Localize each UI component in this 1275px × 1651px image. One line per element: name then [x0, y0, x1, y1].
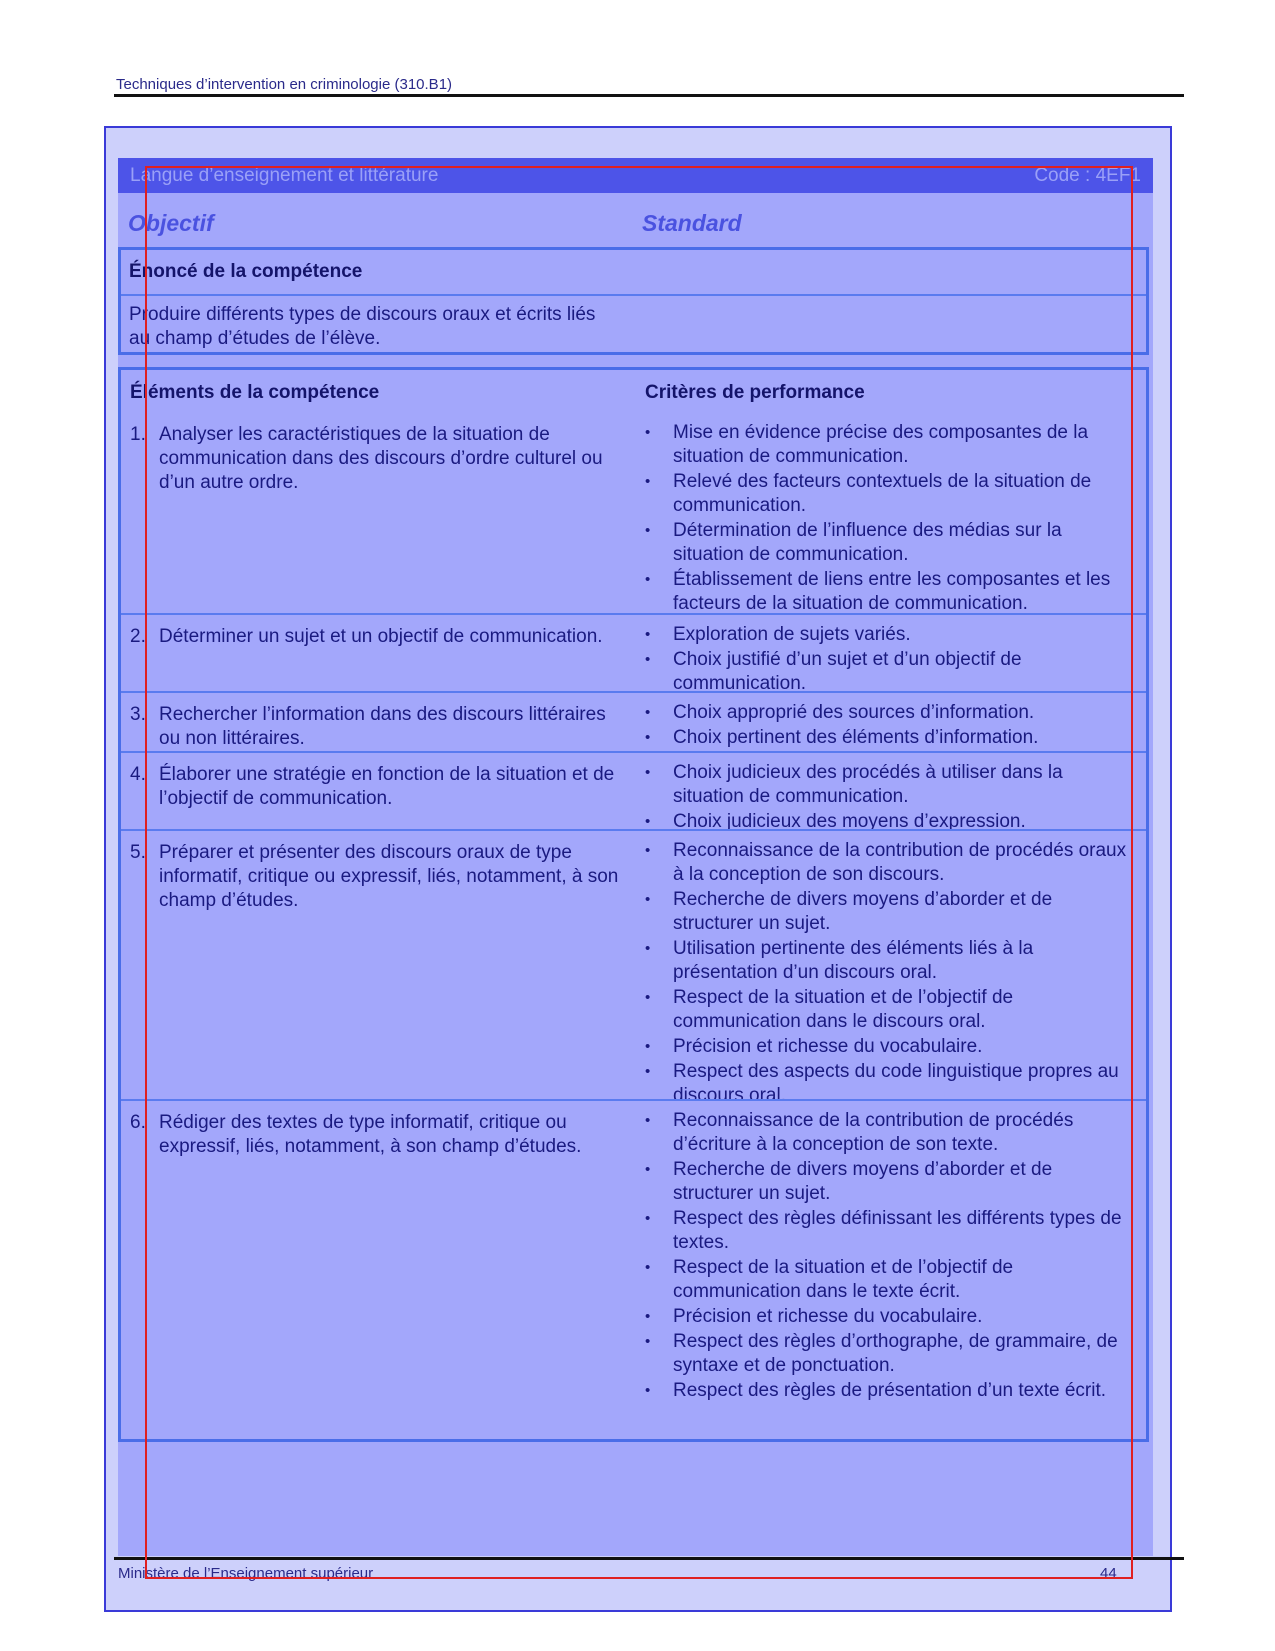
- page-number: 44: [1100, 1565, 1117, 1582]
- criterion-text: Détermination de l’influence des médias sur la situation de communication.: [673, 520, 1062, 565]
- criterion-text: Respect des règles définissant les différents types de textes.: [673, 1208, 1122, 1253]
- criterion-text: Recherche de divers moyens d’aborder et de structurer un sujet.: [673, 1159, 1053, 1204]
- bullet-icon: •: [645, 424, 651, 441]
- criterion-text: Respect des règles d’orthographe, de grammaire, de syntaxe et de ponctuation.: [673, 1331, 1118, 1376]
- table-header-row: [121, 370, 1146, 413]
- element-text: Rédiger des textes de type informatif, critique ou expressif, liés, notamment, à son champ d’études.: [159, 1112, 582, 1157]
- criterion-text: Utilisation pertinente des éléments liés à la présentation d’un discours oral.: [673, 938, 1034, 983]
- criterion-text: Précision et richesse du vocabulaire.: [673, 1306, 983, 1327]
- criterion-text: Choix judicieux des procédés à utiliser dans la situation de communication.: [673, 762, 1063, 807]
- criterion-text: Respect des aspects du code linguistique propres au discours oral.: [673, 1061, 1119, 1106]
- criteria-list: [645, 1109, 1135, 1404]
- competence-element: [130, 703, 630, 751]
- bullet-icon: •: [645, 764, 651, 781]
- bullet-icon: •: [645, 1038, 651, 1055]
- element-number: 5.: [130, 842, 146, 863]
- criteria-list: [645, 623, 1135, 697]
- criterion-text: Choix justifié d’un sujet et d’un objectif de communication.: [673, 649, 1022, 694]
- bullet-icon: •: [645, 1333, 651, 1350]
- bullet-icon: •: [645, 522, 651, 539]
- criterion-text: Recherche de divers moyens d’aborder et de structurer un sujet.: [673, 889, 1053, 934]
- element-text: Préparer et présenter des discours oraux de type informatif, critique ou expressif, liés, notamment, à son champ d’études.: [159, 842, 619, 911]
- bullet-icon: •: [645, 1259, 651, 1276]
- bullet-icon: •: [645, 626, 651, 643]
- table-row: [121, 613, 1146, 694]
- table-row: [121, 829, 1146, 1106]
- criterion-text: Respect de la situation et de l’objectif de communication dans le discours oral.: [673, 987, 1014, 1032]
- criterion-item: [645, 726, 1135, 750]
- element-number: 1.: [130, 424, 146, 445]
- criterion-item: [645, 1256, 1135, 1304]
- competence-element: [130, 1111, 630, 1159]
- element-text: Rechercher l’information dans des discours littéraires ou non littéraires.: [159, 704, 606, 749]
- criterion-text: Reconnaissance de la contribution de procédés d’écriture à la conception de son texte.: [673, 1110, 1074, 1155]
- objective-standard-row: [128, 210, 1148, 237]
- criterion-text: Choix judicieux des moyens d’expression.: [673, 811, 1026, 832]
- criterion-item: [645, 568, 1135, 616]
- competence-element: [130, 625, 630, 649]
- criterion-text: Exploration de sujets variés.: [673, 624, 911, 645]
- criterion-item: [645, 1207, 1135, 1255]
- criterion-item: [645, 1330, 1135, 1378]
- competence-element: [130, 763, 630, 811]
- bullet-icon: •: [645, 1161, 651, 1178]
- objective-label: Objectif: [128, 210, 214, 236]
- statement-box: [118, 247, 1149, 355]
- criteria-heading: Critères de performance: [645, 382, 865, 403]
- criteria-list: [645, 421, 1135, 617]
- criteria-list: [645, 701, 1135, 751]
- bullet-icon: •: [645, 729, 651, 746]
- bullet-icon: •: [645, 813, 651, 830]
- bullet-icon: •: [645, 1382, 651, 1399]
- criterion-item: [645, 470, 1135, 518]
- criterion-text: Respect de la situation et de l’objectif de communication dans le texte écrit.: [673, 1257, 1014, 1302]
- criterion-item: [645, 701, 1135, 725]
- bullet-icon: •: [645, 473, 651, 490]
- bullet-icon: •: [645, 1112, 651, 1129]
- bullet-icon: •: [645, 1063, 651, 1080]
- element-number: 2.: [130, 626, 146, 647]
- bullet-icon: •: [645, 1308, 651, 1325]
- competence-table: [118, 367, 1149, 1442]
- criterion-text: Mise en évidence précise des composantes de la situation de communication.: [673, 422, 1089, 467]
- criterion-item: [645, 1035, 1135, 1059]
- bullet-icon: •: [645, 704, 651, 721]
- criterion-text: Respect des règles de présentation d’un texte écrit.: [673, 1380, 1107, 1401]
- bullet-icon: •: [645, 940, 651, 957]
- element-text: Analyser les caractéristiques de la situation de communication dans des discours d’ordre culturel ou d’un autre ordre.: [159, 424, 603, 493]
- criterion-text: Choix pertinent des éléments d’information.: [673, 727, 1039, 748]
- statement-heading-row: [121, 250, 1146, 294]
- element-number: 6.: [130, 1112, 146, 1133]
- footer-rule: [114, 1557, 1184, 1560]
- criterion-item: [645, 937, 1135, 985]
- statement-text: Produire différents types de discours oraux et écrits liés au champ d’études de l’élève.: [129, 304, 596, 349]
- criterion-item: [645, 1305, 1135, 1329]
- statement-heading: Énoncé de la compétence: [129, 261, 363, 282]
- table-row: [121, 413, 1146, 613]
- subject-title: Langue d’enseignement et littérature: [130, 164, 439, 186]
- running-header: Techniques d’intervention en criminologie (310.B1): [116, 76, 453, 93]
- criterion-text: Choix approprié des sources d’information.: [673, 702, 1035, 723]
- title-bar: [118, 158, 1153, 193]
- bullet-icon: •: [645, 1210, 651, 1227]
- competence-element: [130, 423, 630, 495]
- criterion-item: [645, 1109, 1135, 1157]
- bullet-icon: •: [645, 989, 651, 1006]
- criterion-item: [645, 421, 1135, 469]
- table-row: [121, 691, 1146, 751]
- table-body: [121, 413, 1146, 1433]
- footer-ministry: Ministère de l’Enseignement supérieur: [118, 1565, 374, 1582]
- competence-element: [130, 841, 630, 913]
- course-code: Code : 4EF1: [1034, 164, 1141, 186]
- criterion-text: Établissement de liens entre les composantes et les facteurs de la situation de communication.: [673, 569, 1111, 614]
- header-rule: [114, 94, 1184, 97]
- criterion-item: [645, 986, 1135, 1034]
- bullet-icon: •: [645, 651, 651, 668]
- statement-text-row: [121, 294, 1146, 352]
- criterion-item: [645, 519, 1135, 567]
- criterion-item: [645, 623, 1135, 647]
- bullet-icon: •: [645, 842, 651, 859]
- table-row: [121, 751, 1146, 832]
- element-text: Déterminer un sujet et un objectif de communication.: [159, 626, 603, 647]
- criterion-item: [645, 761, 1135, 809]
- criterion-text: Relevé des facteurs contextuels de la situation de communication.: [673, 471, 1092, 516]
- criterion-item: [645, 839, 1135, 887]
- criterion-item: [645, 1379, 1135, 1403]
- elements-heading: Éléments de la compétence: [130, 382, 380, 403]
- criteria-list: [645, 839, 1135, 1109]
- element-text: Élaborer une stratégie en fonction de la situation et de l’objectif de communication.: [159, 764, 615, 809]
- criteria-list: [645, 761, 1135, 835]
- bullet-icon: •: [645, 891, 651, 908]
- criterion-item: [645, 888, 1135, 936]
- element-number: 4.: [130, 764, 146, 785]
- criterion-text: Reconnaissance de la contribution de procédés oraux à la conception de son discours.: [673, 840, 1127, 885]
- criterion-item: [645, 1158, 1135, 1206]
- element-number: 3.: [130, 704, 146, 725]
- criterion-text: Précision et richesse du vocabulaire.: [673, 1036, 983, 1057]
- criterion-item: [645, 648, 1135, 696]
- bullet-icon: •: [645, 571, 651, 588]
- table-row: [121, 1099, 1146, 1433]
- standard-label: Standard: [642, 210, 742, 236]
